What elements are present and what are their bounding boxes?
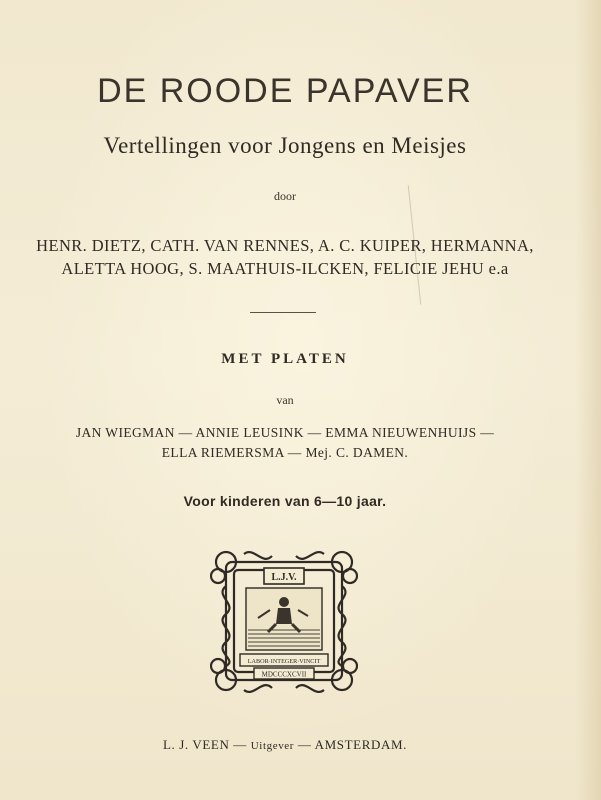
publisher-line — [0, 737, 570, 753]
age-range: Voor kinderen van 6—10 jaar. — [183, 493, 387, 509]
authors-line-2: ALETTA HOOG, S. MAATHUIS-ILCKEN, FELICIE JEHU e.a — [61, 259, 509, 278]
illustrators-line-1: JAN WIEGMAN — ANNIE LEUSINK — EMMA NIEUWENHUIJS — — [75, 425, 495, 440]
emblem-motto: LABOR·INTEGER·VINCIT — [247, 658, 321, 665]
by-label: door — [274, 189, 296, 203]
page-edge-shadow — [575, 0, 601, 800]
plates-heading: MET PLATEN — [221, 351, 349, 367]
book-title: DE ROODE PAPAVER — [97, 72, 473, 110]
book-subtitle: Vertellingen voor Jongens en Meisjes — [103, 133, 467, 158]
publisher-city: — AMSTERDAM. — [297, 737, 407, 752]
emblem-year: MDCCCXCVII — [261, 670, 307, 679]
illustrators-line-2: ELLA RIEMERSMA — Mej. C. DAMEN. — [161, 445, 409, 460]
publisher-name: L. J. VEEN — — [163, 737, 247, 752]
publisher-emblem-icon — [210, 546, 358, 698]
from-label: van — [276, 393, 294, 407]
publisher-role: Uitgever — [250, 740, 295, 752]
authors-line-1: HENR. DIETZ, CATH. VAN RENNES, A. C. KUIPER, HERMANNA, — [36, 236, 534, 255]
emblem-monogram: L.J.V. — [271, 572, 297, 583]
divider-rule — [250, 312, 316, 313]
